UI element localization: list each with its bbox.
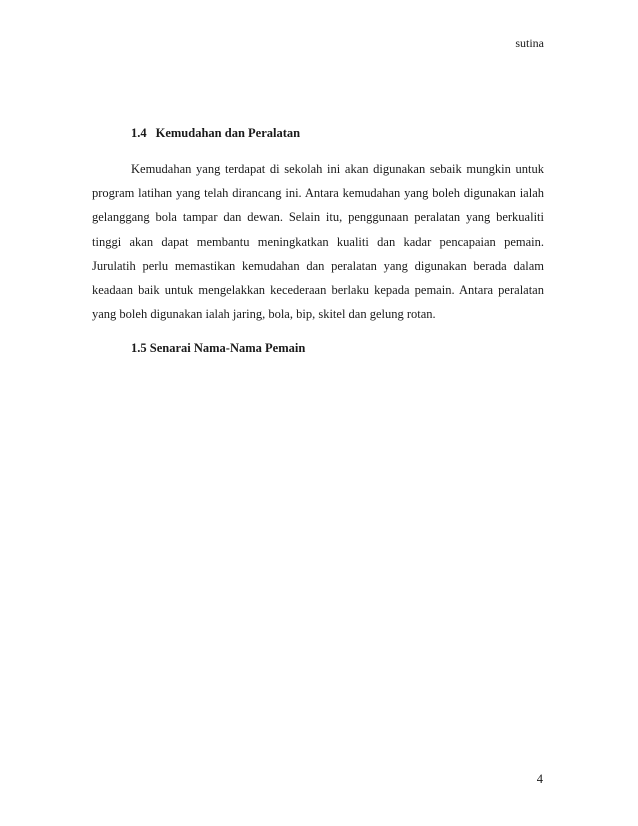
section-paragraph: Kemudahan yang terdapat di sekolah ini akan digunakan sebaik mungkin untuk program latihan yang telah dirancang ini. Antara kemudahan yang boleh digunakan ialah gelanggang bola tampar dan dewan. Selain itu, penggunaan peralatan yang berkualiti tinggi akan dapat membantu meningkatkan kualiti dan kadar pencapaian pemain. Jurulatih perlu memastikan kemudahan dan peralatan yang digunakan berada dalam keadaan baik untuk mengelakkan kecederaan berlaku kepada pemain. Antara peralatan yang boleh digunakan ialah jaring, bola, bip, skitel dan gelung rotan. xyxy=(92,162,544,322)
section-heading-senarai-pemain: 1.5 Senarai Nama-Nama Pemain xyxy=(131,341,306,355)
page-number: 4 xyxy=(536,772,543,786)
header-author: sutina xyxy=(515,36,544,50)
section-heading-kemudahan xyxy=(131,126,300,141)
section-title: Kemudahan dan Peralatan xyxy=(155,126,301,140)
section-number: 1.4 xyxy=(131,126,147,140)
